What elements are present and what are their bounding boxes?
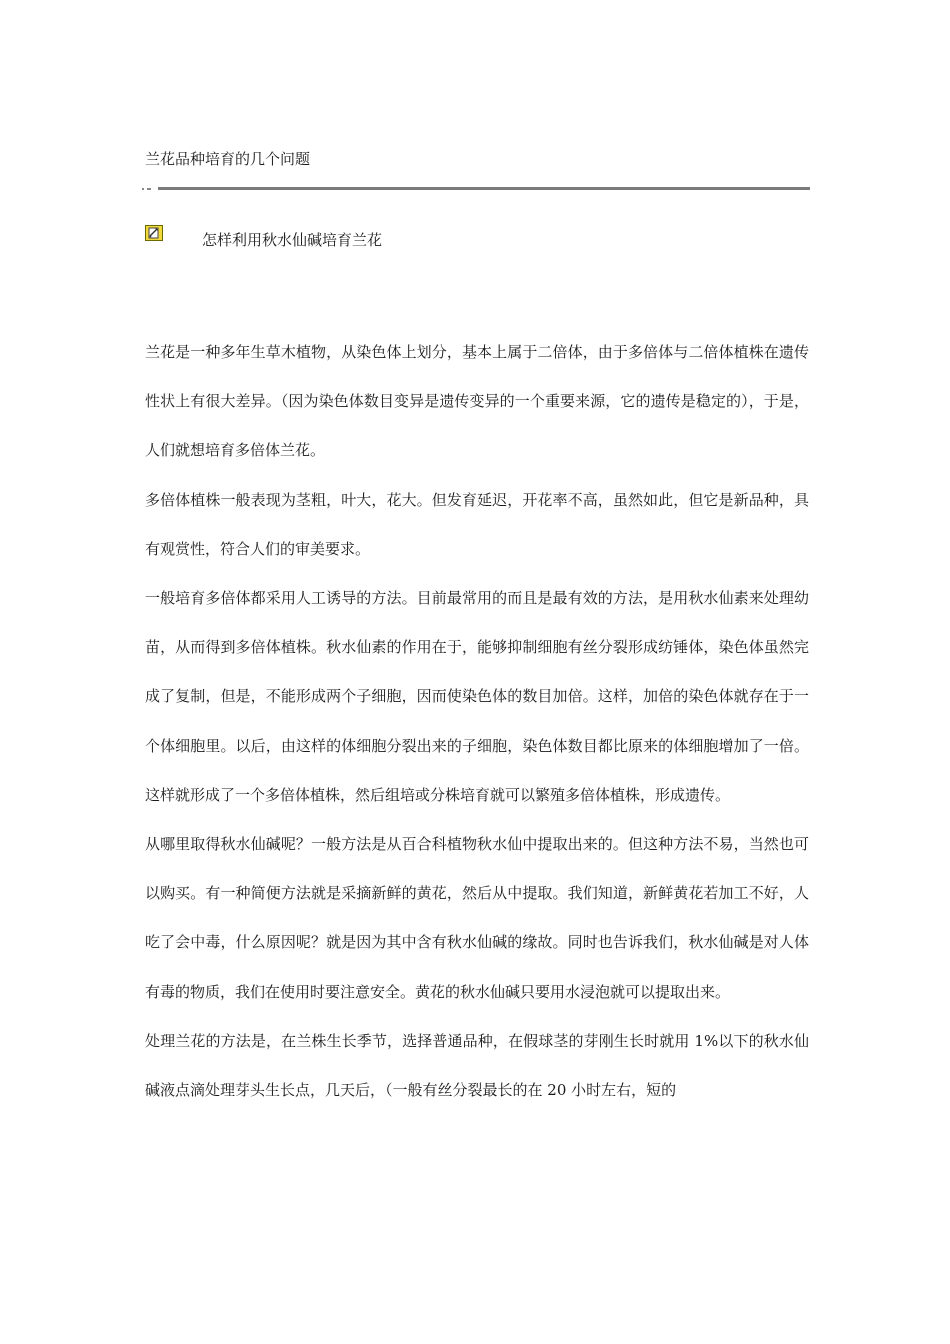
divider-dash — [147, 188, 151, 190]
paragraph: 处理兰花的方法是，在兰株生长季节，选择普通品种，在假球茎的芽刚生长时就用 1%以下的秋水仙碱液点滴处理芽头生长点，几天后，（一般有丝分裂最长的在 20 小时左右，短的 — [145, 1031, 809, 1100]
paragraph: 多倍体植株一般表现为茎粗，叶大，花大。但发育延迟，开花率不高，虽然如此，但它是新品种，具有观赏性，符合人们的审美要求。 — [145, 490, 809, 558]
divider-bar — [158, 187, 810, 190]
paragraph: 从哪里取得秋水仙碱呢？一般方法是从百合科植物秋水仙中提取出来的。但这种方法不易，当然也可以购买。有一种简便方法就是采摘新鲜的黄花，然后从中提取。我们知道，新鲜黄花若加工不好，人吃了会中毒，什么原因呢？就是因为其中含有秋水仙碱的缘故。同时也告诉我们，秋水仙碱是对人体有毒的物质，我们在使用时要注意安全。黄花的秋水仙碱只要用水浸泡就可以提取出来。 — [145, 835, 809, 1001]
notepad-icon-graphic — [146, 226, 162, 240]
title-divider — [142, 186, 810, 192]
notepad-icon — [145, 225, 163, 241]
paragraph: 兰花是一种多年生草木植物，从染色体上划分，基本上属于二倍体，由于多倍体与二倍体植株在遗传性状上有很大差异。（因为染色体数目变异是遗传变异的一个重要来源，它的遗传是稳定的），于是，人们就想培育多倍体兰花。 — [145, 343, 809, 460]
paragraph: 一般培育多倍体都采用人工诱导的方法。目前最常用的而且是最有效的方法，是用秋水仙素来处理幼苗，从而得到多倍体植株。秋水仙素的作用在于，能够抑制细胞有丝分裂形成纺锤体，染色体虽然完成了复制，但是，不能形成两个子细胞，因而使染色体的数目加倍。这样，加倍的染色体就存在于一个体细胞里。以后，由这样的体细胞分裂出来的子细胞，染色体数目都比原来的体细胞增加了一倍。这样就形成了一个多倍体植株，然后组培或分株培育就可以繁殖多倍体植株，形成遗传。 — [145, 589, 809, 804]
document-body — [145, 328, 809, 1115]
document-title: 兰花品种培育的几个问题 — [145, 150, 311, 168]
divider-dot — [142, 188, 144, 190]
section-title: 怎样利用秋水仙碱培育兰花 — [202, 231, 383, 249]
